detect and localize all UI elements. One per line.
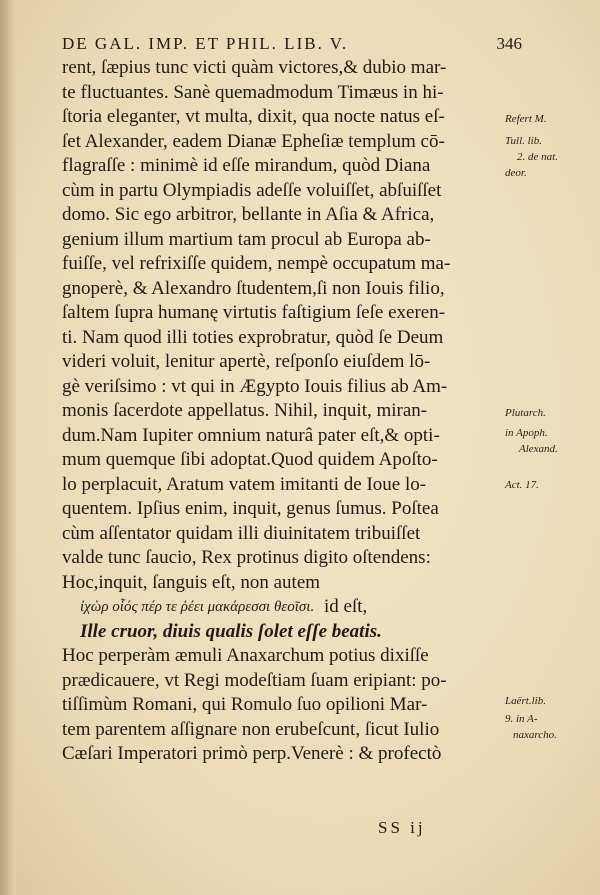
text-line: dum.Nam Iupiter omnium naturâ pater eſt,& opti- [62,424,440,446]
text-line: gnoperè, & Alexandro ſtudentem,ſi non Iouis filio, [62,277,445,299]
text-line: lo perplacuit, Aratum vatem imitanti de Ioue lo- [62,473,427,495]
marginal-note: Act. 17. [505,479,539,491]
text-line: tiſſimùm Romani, qui Romulo ſuo opilioni Mar- [62,694,428,715]
text-line: cùm in partu Olympiadis adeſſe voluiſſet, abſuiſſet [62,179,442,201]
marginal-note: Tull. lib. [505,135,542,147]
text-line: ſaltem ſupra humanę virtutis faſtigium ſeſe exeren- [62,302,446,323]
text-line: ti. Nam quod illi toties exprobratur, quòd ſe Deum [62,326,444,348]
text-line: quentem. Ipſius enim, inquit, genus ſumus. Poſtea [62,498,439,519]
running-header [62,34,522,58]
text-line: Cæſari Imperatori primò perp.Venerè : & profectò [62,743,442,764]
text-line: rent, ſæpius tunc victi quàm victores,& dubio mar- [62,57,447,78]
marginal-note: Alexand. [519,443,558,455]
text-line: ſtoria eleganter, vt multa, dixit, qua nocte natus eſ- [62,106,445,127]
marginal-note: Laërt.lib. [505,695,546,707]
greek-gloss: id eſt, [324,596,368,617]
text-line: flagraſſe : minimè id eſſe mirandum, quòd Diana [62,155,431,176]
text-line: videri voluit, lenitur apertè, reſponſo eiuſdem lō- [62,351,431,372]
greek-verse: ἰχὼρ οἷός πέρ τε ῥέει μακάρεσσι θεοῖσι. [80,599,315,615]
text-line: domo. Sic ego arbitror, bellante in Aſia & Africa, [62,204,435,225]
text-line: monis ſacerdote appellatus. Nihil, inquit, miran- [62,400,428,421]
text-line: Hoc,inquit, ſanguis eſt, non autem [62,571,321,593]
signature-mark: SS ij [378,818,426,837]
text-line: mum quemque ſibi adoptat.Quod quidem Apoſto- [62,449,438,470]
marginal-note: 2. de nat. [517,151,558,163]
text-line: valde tunc ſaucio, Rex protinus digito oſtendens: [62,547,431,568]
marginal-note: Refert M. [505,113,547,125]
marginal-note: naxarcho. [513,729,557,741]
body-text [62,56,514,767]
text-line: fuiſſe, vel refrixiſſe quidem, nempè occupatum ma- [62,253,451,274]
text-line: ſet Alexander, eadem Dianæ Epheſiæ templum cō- [62,130,445,152]
marginal-note: Plutarch. [505,407,546,419]
text-line: te fluctuantes. Sanè quemadmodum Timæus in hi- [62,81,444,103]
text-line: prædicauere, vt Regi modeſtiam ſuam eripiant: po- [62,669,447,691]
text-line: Hoc perperàm æmuli Anaxarchum potius dixiſſe [62,645,429,666]
text-line: gè veriſsimo : vt qui in Ægypto Iouis filius ab Am- [62,375,448,397]
page-gutter-shadow [0,0,16,895]
marginal-note: 9. in A- [505,713,538,725]
greek-verse-line [62,595,514,620]
text-line: cùm aſſentator quidam illi diuinitatem tribuiſſet [62,522,421,544]
latin-verse: Ille cruor, diuis qualis ſolet eſſe beatis. [80,620,382,642]
marginal-note: in Apoph. [505,427,548,439]
marginal-note: deor. [505,167,527,179]
text-line: genium illum martium tam procul ab Europa ab- [62,228,431,250]
text-line: tem parentem aſſignare non erubeſcunt, ſicut Iulio [62,718,440,740]
page-number: 346 [496,34,522,53]
running-title: DE GAL. IMP. ET PHIL. LIB. V. [62,34,349,53]
